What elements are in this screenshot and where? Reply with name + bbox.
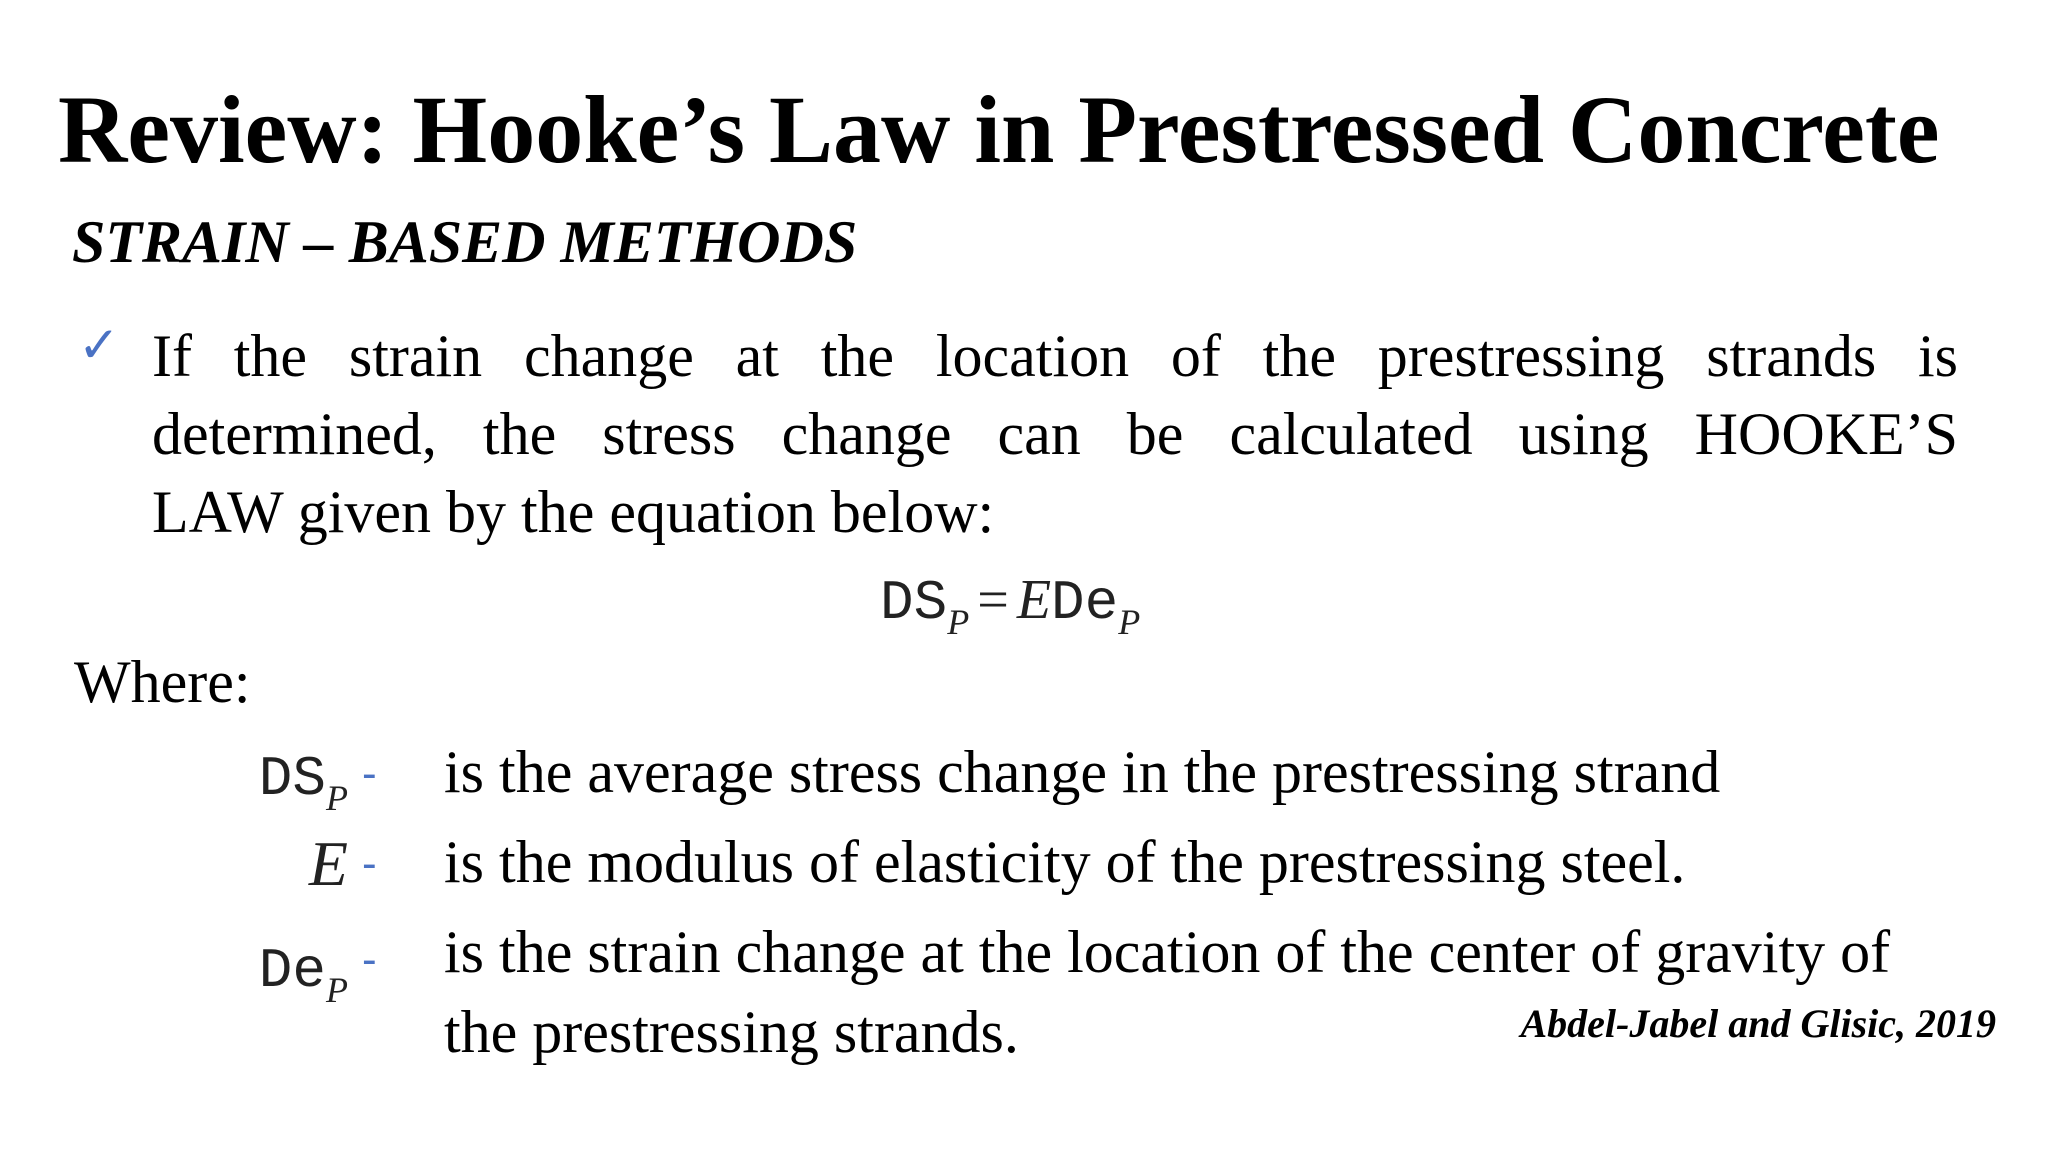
equation-lhs-symbol: DS <box>880 571 948 635</box>
definition-symbol: De <box>258 939 326 1003</box>
definition-text-strain-change: is the strain change at the location of the center of gravity of <box>444 919 1891 985</box>
definition-symbol: E <box>308 828 348 899</box>
definition-symbol-stress-change <box>258 747 348 818</box>
where-label: Where: <box>74 649 251 715</box>
definition-dash: - <box>362 839 377 888</box>
equation-rhs-symbol: De <box>1051 571 1119 635</box>
definition-text-modulus: is the modulus of elasticity of the prestressing steel. <box>444 829 1686 895</box>
checkmark-icon: ✓ <box>78 316 120 374</box>
definition-symbol-strain-change <box>258 939 348 1010</box>
definition-text-stress-change: is the average stress change in the prestressing strand <box>444 739 1721 805</box>
equation-rhs-subscript: P <box>1118 602 1141 642</box>
bullet-line-1: If the strain change at the location of the prestressing strands is <box>152 323 1958 389</box>
slide-title: Review: Hooke’s Law in Prestressed Concrete <box>58 76 1940 183</box>
definition-dash: - <box>362 935 377 984</box>
citation: Abdel-Jabel and Glisic, 2019 <box>1520 1001 1996 1046</box>
hookes-law-equation <box>880 569 1141 642</box>
bullet-line-2: determined, the stress change can be calculated using HOOKE’S <box>152 401 1958 467</box>
slide-subtitle: STRAIN – BASED METHODS <box>72 209 858 275</box>
definition-symbol-modulus <box>308 828 348 899</box>
equation-modulus-symbol: E <box>1016 569 1052 631</box>
definition-subscript: P <box>326 778 348 818</box>
definition-symbol: DS <box>258 747 326 811</box>
definition-text-strain-change-continued: the prestressing strands. <box>444 999 1019 1065</box>
bullet-line-3: LAW given by the equation below: <box>152 479 995 545</box>
definition-dash: - <box>362 749 377 798</box>
equation-equals: = <box>977 569 1009 631</box>
equation-lhs-subscript: P <box>947 602 970 642</box>
definition-subscript: P <box>326 970 348 1010</box>
